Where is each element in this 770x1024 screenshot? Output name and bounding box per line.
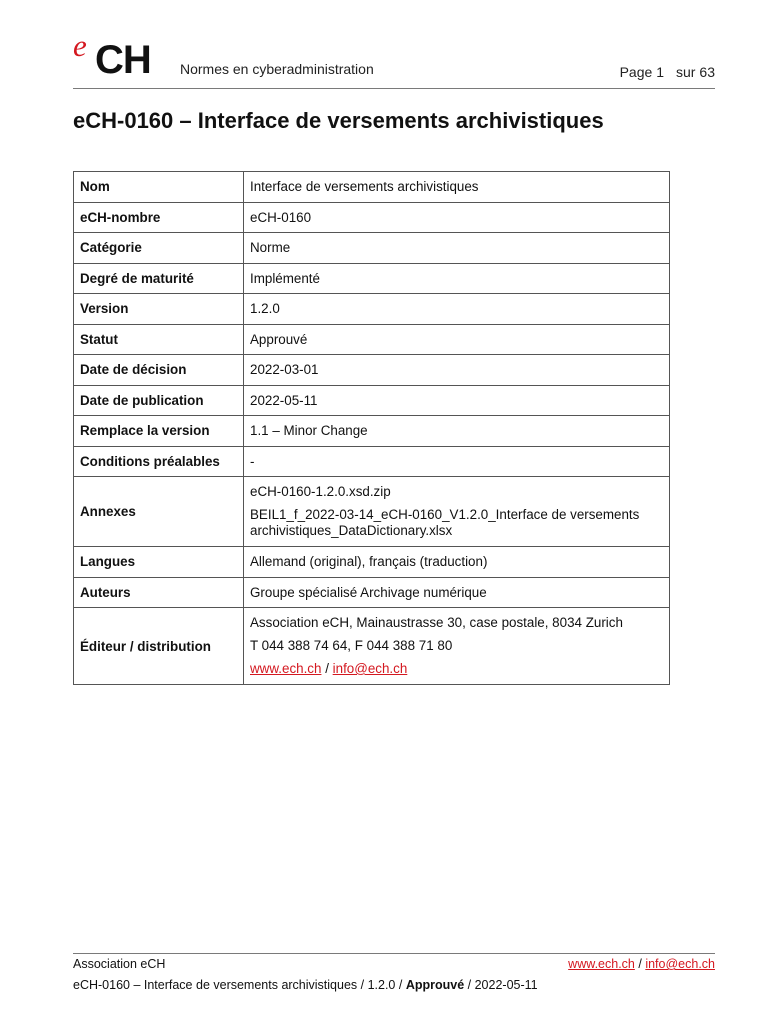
row-value: eCH-0160 bbox=[244, 202, 670, 233]
row-value: Allemand (original), français (traduction) bbox=[244, 547, 670, 578]
editeur-key: Éditeur / distribution bbox=[74, 608, 244, 685]
annex-file-1: eCH-0160-1.2.0.xsd.zip bbox=[250, 484, 391, 499]
table-row bbox=[74, 416, 670, 447]
annex-file-2: BEIL1_f_2022-03-14_eCH-0160_V1.2.0_Interface de versements archivistiques_DataDictionary.xlsx bbox=[250, 507, 640, 538]
annexes-value bbox=[244, 477, 670, 547]
footer-doc-prefix: eCH-0160 – Interface de versements archivistiques / 1.2.0 / bbox=[73, 978, 403, 992]
row-value: Interface de versements archivistiques bbox=[244, 172, 670, 203]
editeur-value bbox=[244, 608, 670, 685]
row-key: Date de publication bbox=[74, 385, 244, 416]
footer-doc-suffix: / 2022-05-11 bbox=[467, 978, 538, 992]
page-of: sur bbox=[675, 64, 696, 80]
row-key: eCH-nombre bbox=[74, 202, 244, 233]
page-total: 63 bbox=[699, 64, 715, 80]
footer-document-line bbox=[73, 978, 538, 992]
ech-logo bbox=[73, 30, 177, 88]
row-key: Conditions préalables bbox=[74, 446, 244, 477]
row-key: Remplace la version bbox=[74, 416, 244, 447]
editeur-phone: T 044 388 74 64, F 044 388 71 80 bbox=[250, 638, 453, 653]
header-tagline: Normes en cyberadministration bbox=[180, 61, 374, 77]
page-footer bbox=[73, 953, 715, 992]
row-value: Groupe spécialisé Archivage numérique bbox=[244, 577, 670, 608]
logo-e: e bbox=[73, 28, 87, 63]
page-number bbox=[620, 64, 715, 80]
page-current: 1 bbox=[656, 64, 665, 80]
footer-website-link[interactable]: www.ech.ch bbox=[568, 957, 635, 971]
table-row bbox=[74, 263, 670, 294]
website-link[interactable]: www.ech.ch bbox=[250, 661, 322, 676]
table-row bbox=[74, 324, 670, 355]
row-key: Auteurs bbox=[74, 577, 244, 608]
row-value: Approuvé bbox=[244, 324, 670, 355]
logo-ch: CH bbox=[95, 38, 151, 82]
footer-doc-status: Approuvé bbox=[405, 978, 465, 992]
row-value: 1.2.0 bbox=[244, 294, 670, 325]
annexes-key: Annexes bbox=[74, 477, 244, 547]
table-row bbox=[74, 446, 670, 477]
metadata-table bbox=[73, 171, 670, 685]
table-row bbox=[74, 202, 670, 233]
row-key: Degré de maturité bbox=[74, 263, 244, 294]
editeur-address: Association eCH, Mainaustrasse 30, case postale, 8034 Zurich bbox=[250, 615, 623, 630]
row-key: Catégorie bbox=[74, 233, 244, 264]
table-row bbox=[74, 172, 670, 203]
row-key: Version bbox=[74, 294, 244, 325]
editeur-links bbox=[250, 661, 663, 677]
row-value: Implémenté bbox=[244, 263, 670, 294]
footer-email-link[interactable]: info@ech.ch bbox=[645, 957, 715, 971]
footer-link-separator: / bbox=[638, 957, 642, 971]
row-value: - bbox=[244, 446, 670, 477]
row-value: 2022-03-01 bbox=[244, 355, 670, 386]
annexes-row bbox=[74, 477, 670, 547]
table-row bbox=[74, 385, 670, 416]
row-key: Date de décision bbox=[74, 355, 244, 386]
page-header bbox=[73, 30, 715, 89]
table-row bbox=[74, 355, 670, 386]
auteurs-row bbox=[74, 577, 670, 608]
row-key: Nom bbox=[74, 172, 244, 203]
table-row bbox=[74, 294, 670, 325]
footer-org: Association eCH bbox=[73, 957, 166, 971]
row-key: Langues bbox=[74, 547, 244, 578]
page-label: Page bbox=[619, 64, 653, 80]
footer-links bbox=[568, 957, 715, 971]
row-value: 2022-05-11 bbox=[244, 385, 670, 416]
langues-row bbox=[74, 547, 670, 578]
document-title: eCH-0160 – Interface de versements archivistiques bbox=[73, 108, 604, 133]
row-key: Statut bbox=[74, 324, 244, 355]
row-value: Norme bbox=[244, 233, 670, 264]
row-value: 1.1 – Minor Change bbox=[244, 416, 670, 447]
editeur-row bbox=[74, 608, 670, 685]
link-separator: / bbox=[325, 661, 329, 676]
email-link[interactable]: info@ech.ch bbox=[332, 661, 408, 676]
table-row bbox=[74, 233, 670, 264]
